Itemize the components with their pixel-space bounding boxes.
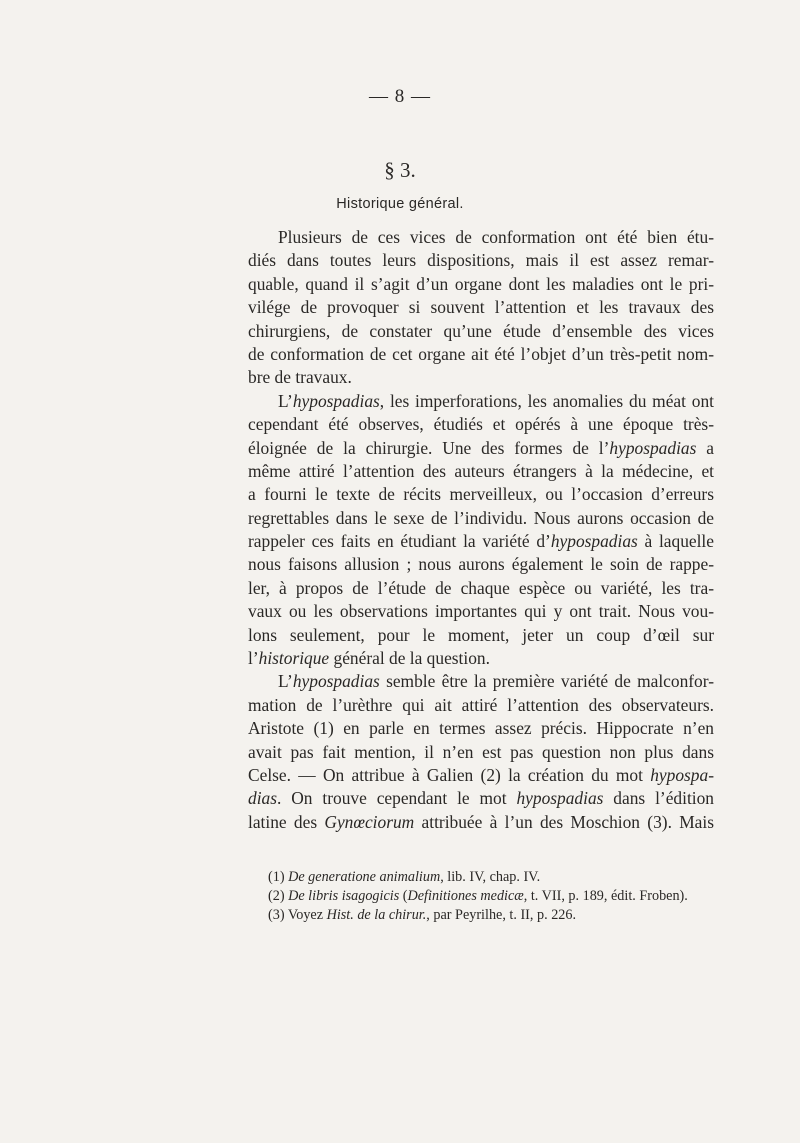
italic-term: Hist. de la chirur. bbox=[326, 907, 427, 923]
footnotes bbox=[268, 868, 738, 925]
italic-term: hypospadias bbox=[292, 390, 380, 411]
section-number: § 3. bbox=[384, 158, 416, 182]
text-line: L’hypospadias, les imperforations, les anomalies du méat ont bbox=[278, 390, 714, 411]
italic-term: hypospa- bbox=[650, 764, 714, 785]
text-line: mation de l’urèthre qui ait attiré l’attention des observateurs. bbox=[248, 694, 714, 715]
footnote: (3) Voyez Hist. de la chirur., par Peyrilhe, t. II, p. 226. bbox=[268, 907, 577, 923]
text-line: Plusieurs de ces vices de conformation ont été bien étu- bbox=[278, 227, 714, 247]
italic-term: hypospadias bbox=[609, 437, 697, 458]
italic-term: hypospadias bbox=[516, 788, 604, 809]
footnote: (2) De libris isagogicis (Definitiones medicæ, t. VII, p. 189, édit. Froben). bbox=[268, 888, 688, 904]
text-line: cependant été observes, étudiés et opérés à une époque très- bbox=[248, 414, 714, 435]
italic-term: hypospadias bbox=[292, 671, 380, 692]
italic-term: historique bbox=[258, 648, 330, 669]
text-line: L’hypospadias semble être la première variété de malconfor- bbox=[278, 671, 714, 692]
text-line: même attiré l’attention des auteurs étrangers à la médecine, et bbox=[248, 460, 714, 481]
text-line: diés dans toutes leurs dispositions, mais il est assez remar- bbox=[248, 250, 714, 271]
text-line: dias. On trouve cependant le mot hypospadias dans l’édition bbox=[248, 788, 714, 809]
page-number: — 8 — bbox=[369, 86, 431, 107]
italic-term: Gynœciorum bbox=[324, 811, 415, 832]
text-line: ler, à propos de l’étude de chaque espèce ou variété, les tra- bbox=[248, 577, 714, 598]
italic-term: De libris isagogicis bbox=[288, 888, 400, 904]
text-line: rappeler ces faits en étudiant la variété d’hypospadias à laquelle bbox=[248, 531, 714, 552]
text-line: chirurgiens, de constater qu’une étude d’ensemble des vices bbox=[248, 320, 714, 341]
body-text bbox=[248, 226, 714, 834]
italic-term: dias bbox=[248, 788, 277, 809]
text-line: nous faisons allusion ; nous aurons également le soin de rappe- bbox=[248, 554, 714, 575]
text-line: de conformation de cet organe ait été l’objet d’un très-petit nom- bbox=[248, 343, 714, 364]
text-line: vilége de provoquer si souvent l’attention et les travaux des bbox=[248, 297, 714, 318]
italic-term: De generatione animalium bbox=[288, 869, 441, 885]
section-title: Historique général. bbox=[336, 196, 464, 212]
italic-term: hypospadias bbox=[550, 531, 638, 552]
text-line: latine des Gynœciorum attribuée à l’un des Moschion (3). Mais bbox=[248, 811, 714, 832]
text-line: avait pas fait mention, il n’en est pas question non plus dans bbox=[248, 741, 714, 762]
text-line: bre de travaux. bbox=[248, 367, 352, 388]
text-line: vaux ou les observations importantes qui y ont trait. Nous vou- bbox=[248, 601, 714, 622]
text-line: l’historique général de la question. bbox=[248, 648, 490, 669]
text-line: quable, quand il s’agit d’un organe dont les maladies ont le pri- bbox=[248, 273, 714, 294]
text-line: regrettables dans le sexe de l’individu. Nous aurons occasion de bbox=[248, 507, 714, 528]
text-line: lons seulement, pour le moment, jeter un coup d’œil sur bbox=[248, 624, 714, 645]
text-line: Aristote (1) en parle en termes assez précis. Hippocrate n’en bbox=[248, 718, 714, 739]
text-line: éloignée de la chirurgie. Une des formes de l’hypospadias a bbox=[248, 437, 714, 458]
text-line: a fourni le texte de récits merveilleux, ou l’occasion d’erreurs bbox=[248, 484, 714, 505]
text-line: Celse. — On attribue à Galien (2) la création du mot hypospa- bbox=[248, 764, 714, 785]
italic-term: Definitiones medicæ bbox=[407, 888, 524, 904]
footnote: (1) De generatione animalium, lib. IV, chap. IV. bbox=[268, 869, 541, 885]
